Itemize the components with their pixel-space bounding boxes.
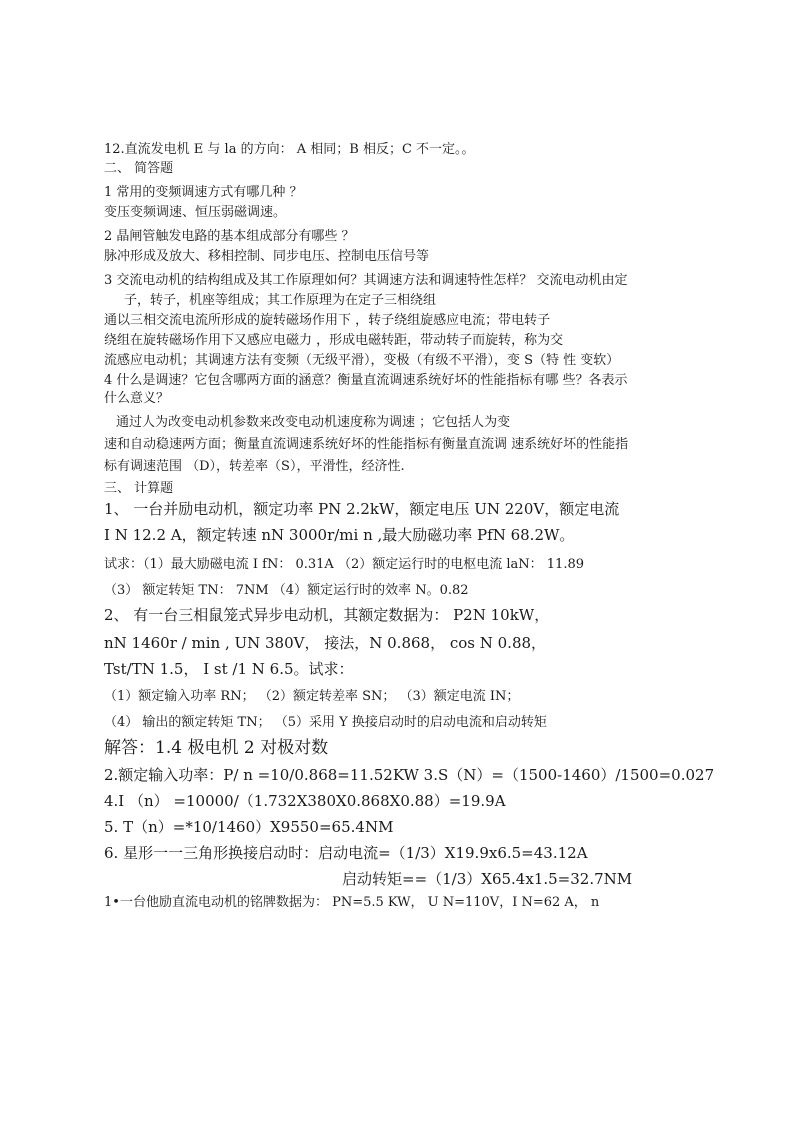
short-answer-q2: 2 晶闸管触发电路的基本组成部分有哪些 ？	[104, 229, 355, 244]
short-answer-a3-line3: 绕组在旋转磁场作用下又感应电磁力 ，形成电磁转距，带动转子而旋转，称为交	[104, 333, 564, 348]
calc-q1-line4: （3） 额定转矩 TN： 7NM （4）额定运行时的效率 N。0.82	[104, 583, 469, 598]
calc-q2-line4: （1）额定输入功率 RN； （2）额定转差率 SN； （3）额定电流 IN；	[104, 689, 520, 704]
section-heading-short-answer: 二、 简答题	[104, 161, 174, 176]
answer-line6: 启动转矩==（1/3）X65.4x1.5=32.7NM	[342, 870, 633, 888]
short-answer-a3-line2: 通以三相交流电流所形成的旋转磁场作用下 ，转子绕组旋感应电流；带电转子	[104, 313, 551, 328]
answer-line1: 解答：1.4 极电机 2 对极对数	[104, 738, 329, 758]
calc-q2-line5: （4） 输出的额定转矩 TN； （5）采用 Y 换接启动时的启动电流和启动转矩	[104, 715, 547, 730]
short-answer-a4-line1: 通过人为改变电动机参数来改变电动机速度称为调速 ；它包括人为变	[116, 415, 511, 430]
next-question-line: 1•一台他励直流电动机的铭牌数据为： PN=5.5 KW， U N=110V，I N=62 A， n	[104, 895, 600, 910]
short-answer-a3-line1: 子，转子，机座等组成；其工作原理为在定子三相绕组	[124, 293, 437, 308]
calc-q2-line1: 2、 有一台三相鼠笼式异步电动机，其额定数据为： P2N 10kW，	[104, 606, 550, 624]
short-answer-a2: 脉冲形成及放大、移相控制、同步电压、控制电压信号等	[104, 249, 430, 264]
short-answer-q1: 1 常用的变频调速方式有哪几种 ？	[104, 185, 303, 200]
answer-line2: 2.额定输入功率：P/ n =10/0.868=11.52KW 3.S（N）=（1500-1460）/1500=0.027	[104, 766, 715, 784]
calc-q1-line2: I N 12.2 A，额定转速 nN 3000r/mi n ,最大励磁功率 PfN 68.2W。	[104, 526, 575, 544]
short-answer-a4-line2: 速和自动稳速两方面；衡量直流调速系统好坏的性能指标有衡量直流调 速系统好坏的性能指	[104, 437, 629, 452]
question-12: 12.直流发电机 E 与 la 的方向： A 相同；B 相反；C 不一定。。	[104, 142, 475, 157]
section-heading-calculation: 三、 计算题	[104, 481, 174, 496]
short-answer-a3-line4: 流感应电动机；其调速方法有变频（无级平滑），变极（有级不平滑），变 S（特 性 变软）	[104, 353, 620, 368]
answer-line4: 5. T（n）=*10/1460）X9550=65.4NM	[104, 818, 394, 836]
calc-q2-line3: Tst/TN 1.5， I st /1 N 6.5。试求：	[104, 660, 354, 678]
calc-q2-line2: nN 1460r / min , UN 380V， 接法，N 0.868， cos N 0.88，	[104, 634, 547, 652]
answer-line3: 4.I （n） =10000/（1.732X380X0.868X0.88）=19.9A	[104, 792, 506, 810]
short-answer-q3: 3 交流电动机的结构组成及其工作原理如何？其调速方法和调速特性怎样？ 交流电动机由定	[104, 273, 628, 288]
answer-line5: 6. 星形一一三角形换接启动时：启动电流=（1/3）X19.9x6.5=43.12A	[104, 844, 588, 862]
short-answer-q4-line2: 什么意义？	[104, 391, 170, 406]
calc-q1-line3: 试求：（1）最大励磁电流 I fN： 0.31A （2）额定运行时的电枢电流 laN： 11.89	[104, 557, 584, 572]
short-answer-q4-line1: 4 什么是调速？它包含哪两方面的涵意？衡量直流调速系统好坏的性能指标有哪 些？各表示	[104, 373, 628, 388]
short-answer-a4-line3: 标有调速范围 （D），转差率（S），平滑性，经济性.	[104, 459, 405, 474]
calc-q1-line1: 1、 一台并励电动机，额定功率 PN 2.2kW，额定电压 UN 220V，额定电流	[104, 500, 620, 518]
short-answer-a1: 变压变频调速、恒压弱磁调速。	[104, 205, 287, 220]
